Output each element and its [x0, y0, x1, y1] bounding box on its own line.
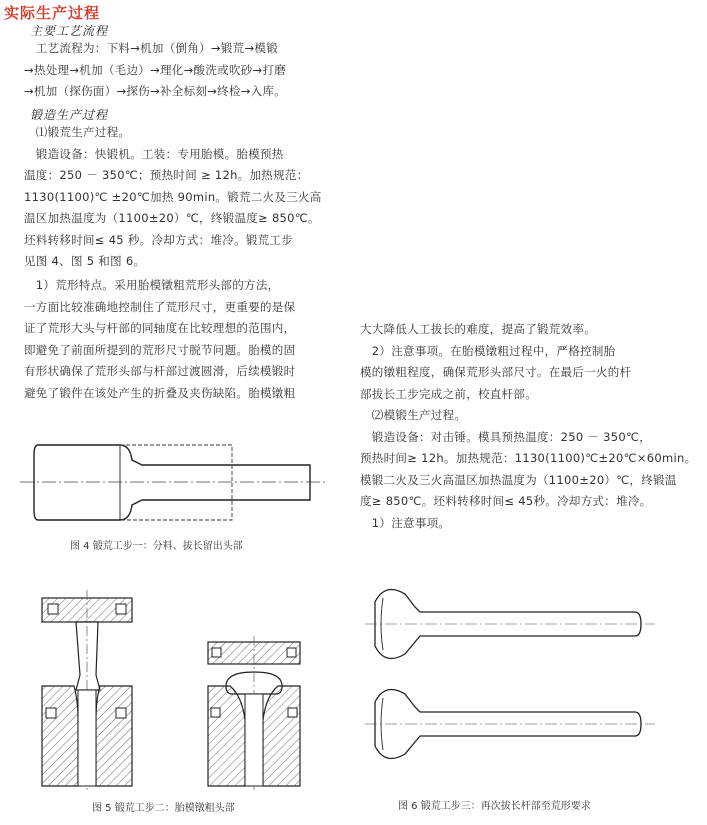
right_lines-line: 部拔长工步完成之前，校直杆部。: [360, 386, 537, 401]
feature-paragraph: [24, 275, 295, 404]
feature_lines-line: 避免了锻件在该处产生的折叠及夹伤缺陷。胎模镦粗: [24, 385, 296, 400]
process-paragraph: [24, 38, 286, 103]
blank_lines-line: 温区加热温度为（1100±20）℃，终锻温度≥ 850℃。: [24, 211, 320, 225]
feature_lines-line: 即避免了前面所提到的荒形尺寸脱节问题。胎模的固: [24, 342, 296, 357]
process_lines-line: →机加（探伤面）→探伤→补全标刻→终检→入库。: [24, 84, 287, 98]
fig5-caption: 图 5 锻荒工步二：胎模镦粗头部: [92, 803, 235, 814]
right_lines-line: 模锻二火及三火高温区加热温度为（1100±20）℃，终锻温: [360, 472, 677, 487]
fig5-drawing: [40, 590, 310, 790]
blank_lines-line: 坯料转移时间≤ 45 秒。冷却方式：堆冷。锻荒工步: [24, 232, 294, 247]
forging-title: 锻造生产过程: [30, 108, 109, 122]
feature_lines-line: 有形状确保了荒形头部与杆部过渡圆滑，后续模锻时: [24, 364, 296, 378]
right_lines-line: 大大降低人工拔长的难度，提高了锻荒效率。: [360, 322, 596, 336]
right_lines-line: 锻造设备：对击锤。模具预热温度：250 － 350℃，: [360, 429, 652, 444]
process-title: 主要工艺流程: [30, 24, 109, 38]
right_lines-line: 2）注意事项。在胎模镦粗过程中，严格控制胎: [360, 343, 616, 358]
right_lines-line: 预热时间≥ 12h。加热规范：1130(1100)℃±20℃×60min。: [360, 451, 697, 465]
fig6-drawing: [365, 572, 665, 772]
feature_lines-line: 一方面比较准确地控制住了荒形尺寸，更重要的是保: [24, 299, 296, 314]
right_lines-line: ⑵模锻生产过程。: [360, 408, 467, 422]
blank_lines-line: ⑴锻荒生产过程。: [24, 125, 131, 139]
fig4-drawing: [20, 430, 330, 530]
process_lines-line: 工艺流程为：下料→机加（倒角）→锻荒→模锻: [24, 41, 279, 55]
process_lines-line: →热处理→机加（毛边）→理化→酸洗或吹砂→打磨: [24, 62, 287, 77]
blank_lines-line: 见图 4、图 5 和图 6。: [24, 254, 146, 268]
feature_lines-line: 1）荒形特点。采用胎模镦粗荒形头部的方法，: [24, 278, 280, 292]
right_lines-line: 模的镦粗程度，确保荒形头部尺寸。在最后一火的杆: [360, 365, 632, 379]
blank_lines-line: 温度：250 － 350℃；预热时间 ≥ 12h。加热规范：: [24, 168, 309, 182]
feature_lines-line: 证了荒形大头与杆部的同轴度在比较理想的范围内，: [24, 321, 296, 335]
right-column-paragraph: [360, 319, 696, 534]
fig6-caption: 图 6 锻荒工步三：再次拔长杆部至荒形要求: [398, 801, 591, 812]
blank-forging-paragraph: [24, 122, 322, 273]
blank_lines-line: 锻造设备：快锻机。工装：专用胎模。胎模预热: [24, 146, 284, 161]
right_lines-line: 度≥ 850℃。坯料转移时间≤ 45秒。冷却方式：堆冷。: [360, 494, 652, 508]
fig4-caption: 图 4 锻荒工步一：分料、拔长留出头部: [70, 541, 243, 552]
page-heading: 实际生产过程: [4, 4, 101, 22]
right_lines-line: 1）注意事项。: [360, 515, 451, 530]
blank_lines-line: 1130(1100)℃ ±20℃加热 90min。锻荒二火及三火高: [24, 189, 322, 204]
